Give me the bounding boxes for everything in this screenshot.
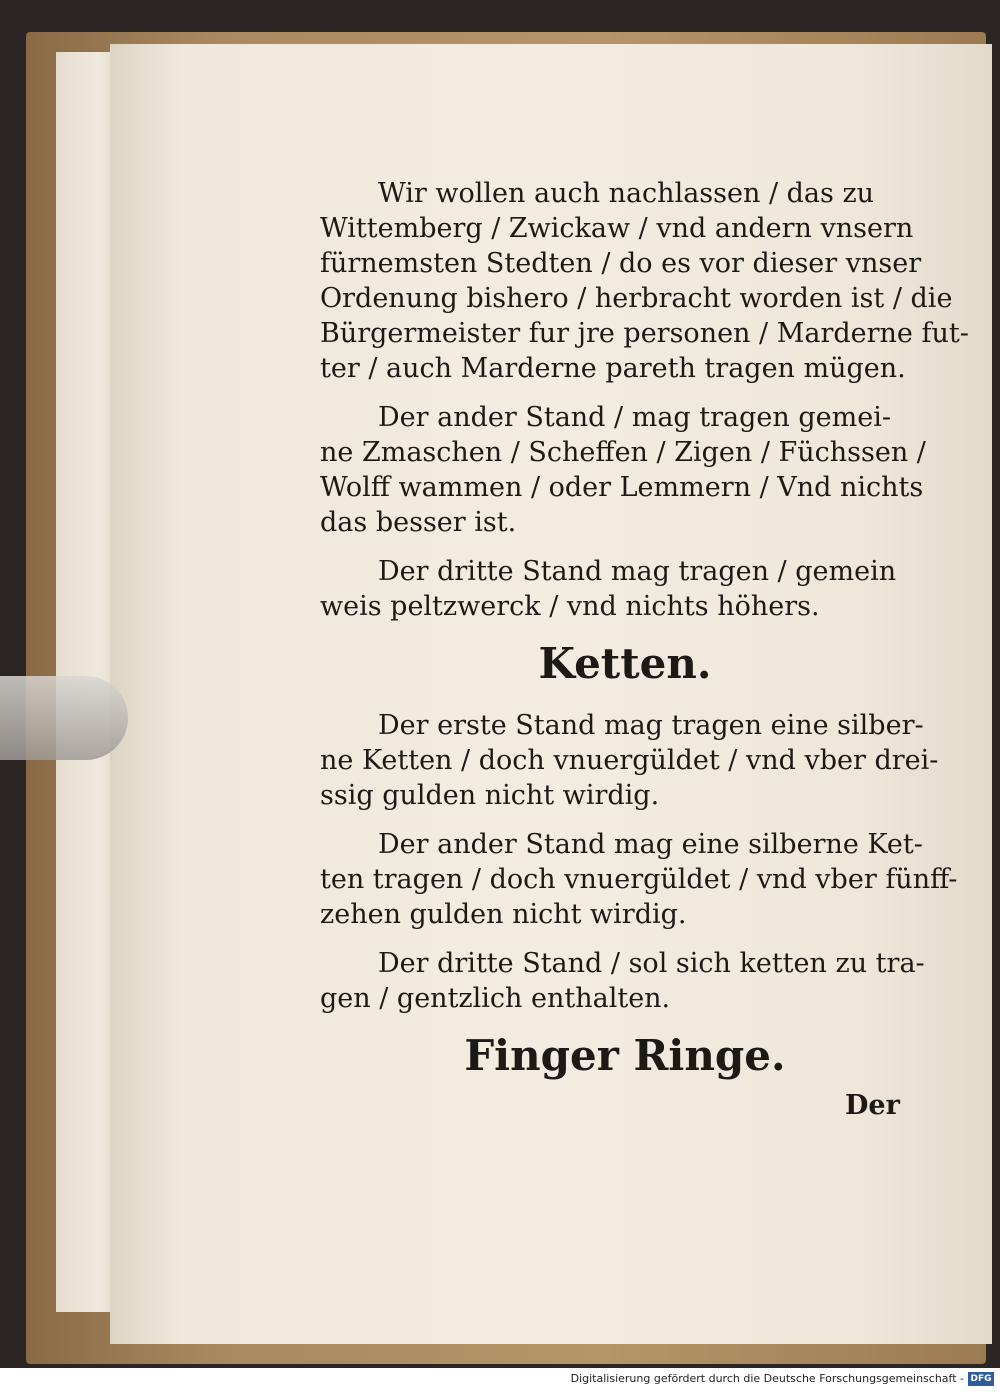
dfg-logo: DFG — [968, 1372, 994, 1386]
heading-chains: Ketten. — [538, 639, 712, 688]
text-line: gen / gentzlich enthalten. — [320, 983, 671, 1014]
text-line: Der dritte Stand / sol sich ketten zu tra- — [378, 948, 925, 979]
text-line: Der ander Stand / mag tragen gemei- — [378, 402, 891, 433]
text-line: Wir wollen auch nachlassen / das zu — [378, 178, 875, 209]
text-line: ne Zmaschen / Scheffen / Zigen / Füchssen / — [320, 437, 926, 468]
paragraph-second-estate-fur — [320, 400, 930, 540]
footer-bar — [0, 1368, 1000, 1392]
text-line: Der dritte Stand mag tragen / gemein — [378, 556, 897, 587]
text-line: Wittemberg / Zwickaw / vnd andern vnsern — [320, 213, 914, 244]
text-line: ter / auch Marderne pareth tragen mügen. — [320, 353, 906, 384]
text-line: Bürgermeister fur jre personen / Marderne fut- — [320, 318, 969, 349]
page-text — [320, 176, 969, 1100]
text-line: weis peltzwerck / vnd nichts höhers. — [320, 591, 820, 622]
paragraph-third-estate-chain — [320, 946, 930, 1016]
paragraph-marten — [320, 176, 969, 386]
text-line: Der ander Stand mag eine silberne Ket- — [378, 829, 923, 860]
text-line: fürnemsten Stedten / do es vor dieser vnser — [320, 248, 922, 279]
text-line: ten tragen / doch vnuergüldet / vnd vber fünff- — [320, 864, 958, 895]
text-line: ssig gulden nicht wirdig. — [320, 780, 660, 811]
catchword: Der — [845, 1090, 900, 1121]
text-line: Wolff wammen / oder Lemmern / Vnd nichts — [320, 472, 924, 503]
text-line: ne Ketten / doch vnuergüldet / vnd vber drei- — [320, 745, 939, 776]
text-line: zehen gulden nicht wirdig. — [320, 899, 687, 930]
funding-notice: Digitalisierung gefördert durch die Deutsche Forschungsgemeinschaft - — [570, 1372, 964, 1385]
heading-finger-rings: Finger Ringe. — [464, 1031, 786, 1080]
page-clip — [0, 676, 128, 760]
paragraph-second-estate-chain — [320, 827, 958, 932]
paragraph-first-estate-chain — [320, 708, 939, 813]
text-line: das besser ist. — [320, 507, 517, 538]
paragraph-third-estate-fur — [320, 554, 930, 624]
text-line: Ordenung bishero / herbracht worden ist / die — [320, 283, 953, 314]
text-line: Der erste Stand mag tragen eine silber- — [378, 710, 924, 741]
